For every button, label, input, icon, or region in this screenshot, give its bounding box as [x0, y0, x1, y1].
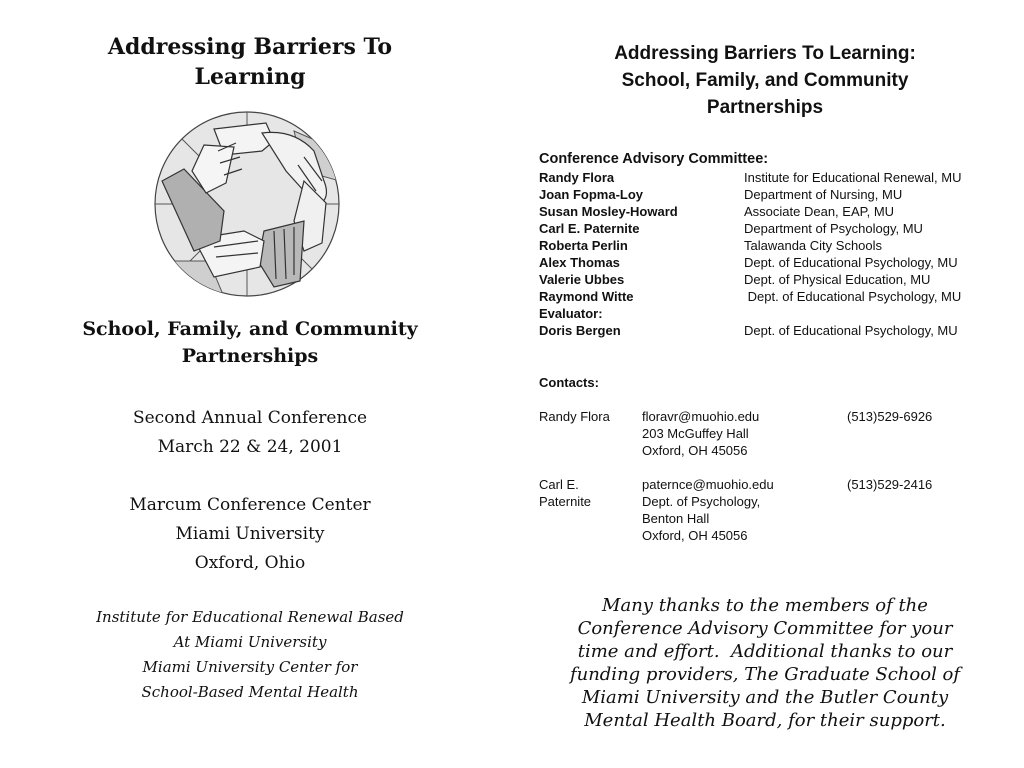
committee-row: [539, 288, 1009, 305]
acknowledgement-line: Miami University and the Butler County: [581, 687, 949, 708]
member-affiliation: Dept. of Educational Psychology, MU: [744, 323, 958, 338]
member-affiliation: Dept. of Educational Psychology, MU: [744, 255, 958, 270]
member-name: Susan Mosley-Howard: [539, 204, 678, 219]
venue-line: Marcum Conference Center: [129, 495, 371, 515]
contact-email[interactable]: paternce@muohio.edu: [642, 477, 774, 492]
cover-subtitle-line: Partnerships: [181, 345, 319, 367]
acknowledgement-line: Many thanks to the members of the: [602, 595, 928, 616]
contact-name: Paternite: [539, 494, 592, 509]
sponsor-line: Institute for Educational Renewal Based: [96, 608, 404, 626]
advisory-committee: [539, 150, 1009, 339]
joined-hands-circle-icon: [154, 111, 340, 297]
committee-row: [539, 237, 1009, 254]
sponsor-line: School-Based Mental Health: [141, 683, 359, 701]
cover-subtitle-line: School, Family, and Community: [82, 318, 418, 340]
cover-title-line: Learning: [194, 64, 306, 90]
member-name: Carl E. Paternite: [539, 221, 640, 236]
contact-address: Benton Hall: [642, 511, 710, 526]
contact-address: 203 McGuffey Hall: [642, 426, 749, 441]
contacts-heading: Contacts:: [539, 375, 599, 390]
sponsor-line: At Miami University: [173, 633, 327, 651]
acknowledgement-line: Conference Advisory Committee for your: [577, 618, 953, 639]
member-affiliation: Dept. of Physical Education, MU: [744, 272, 931, 287]
conference-name: Second Annual Conference: [132, 408, 368, 428]
acknowledgement: [525, 594, 1005, 732]
sponsors: [40, 605, 460, 705]
member-name: Raymond Witte: [539, 289, 634, 304]
member-affiliation: Associate Dean, EAP, MU: [744, 204, 895, 219]
acknowledgement-line: funding providers, The Graduate School of: [569, 664, 961, 685]
inside-title: [520, 40, 1010, 121]
conference-dates: March 22 & 24, 2001: [157, 437, 343, 457]
member-name: Valerie Ubbes: [539, 272, 625, 287]
member-affiliation: Department of Nursing, MU: [744, 187, 903, 202]
contact-address: Dept. of Psychology,: [642, 494, 761, 509]
committee-row: [539, 186, 1009, 203]
sponsor-line: Miami University Center for: [142, 658, 358, 676]
cover-subtitle: [40, 316, 460, 370]
member-affiliation: Talawanda City Schools: [744, 238, 883, 253]
left-panel: [0, 0, 500, 768]
contact-name: Carl E.: [539, 477, 579, 492]
contact-phone: (513)529-6926: [847, 409, 933, 424]
member-name: Joan Fopma-Loy: [539, 187, 644, 202]
inside-title-line: Partnerships: [706, 97, 824, 118]
acknowledgement-line: time and effort. Additional thanks to our: [577, 641, 953, 662]
contact-address: Oxford, OH 45056: [642, 443, 748, 458]
conference-info: [40, 404, 460, 462]
member-name: Randy Flora: [539, 170, 615, 185]
committee-row: [539, 271, 1009, 288]
member-affiliation: Dept. of Educational Psychology, MU: [744, 289, 962, 304]
committee-row: [539, 322, 1009, 339]
committee-heading: Conference Advisory Committee:: [539, 151, 769, 167]
member-affiliation: [744, 305, 1009, 322]
committee-row: [539, 254, 1009, 271]
committee-row: [539, 220, 1009, 237]
contact-name: Randy Flora: [539, 409, 610, 424]
acknowledgement-line: Mental Health Board, for their support.: [584, 710, 946, 731]
contact-address: Oxford, OH 45056: [642, 528, 748, 543]
member-affiliation: Department of Psychology, MU: [744, 221, 923, 236]
venue-info: [40, 491, 460, 578]
contacts-table: [539, 408, 1009, 544]
member-affiliation: Institute for Educational Renewal, MU: [744, 170, 962, 185]
committee-row: [539, 169, 1009, 186]
inside-title-line: Addressing Barriers To Learning:: [614, 43, 916, 64]
committee-row: [539, 305, 1009, 322]
member-name: Doris Bergen: [539, 323, 621, 338]
venue-line: Oxford, Ohio: [194, 553, 306, 573]
member-name: Roberta Perlin: [539, 238, 628, 253]
committee-row: [539, 203, 1009, 220]
inside-title-line: School, Family, and Community: [621, 70, 909, 91]
contact-phone: (513)529-2416: [847, 477, 933, 492]
contacts-section: [539, 374, 1009, 544]
venue-line: Miami University: [175, 524, 325, 544]
cover-title: [60, 32, 440, 92]
evaluator-label: Evaluator:: [539, 306, 603, 321]
cover-title-line: Addressing Barriers To: [107, 34, 393, 60]
contact-email[interactable]: floravr@muohio.edu: [642, 409, 760, 424]
member-name: Alex Thomas: [539, 255, 620, 270]
right-panel: [510, 0, 1024, 768]
